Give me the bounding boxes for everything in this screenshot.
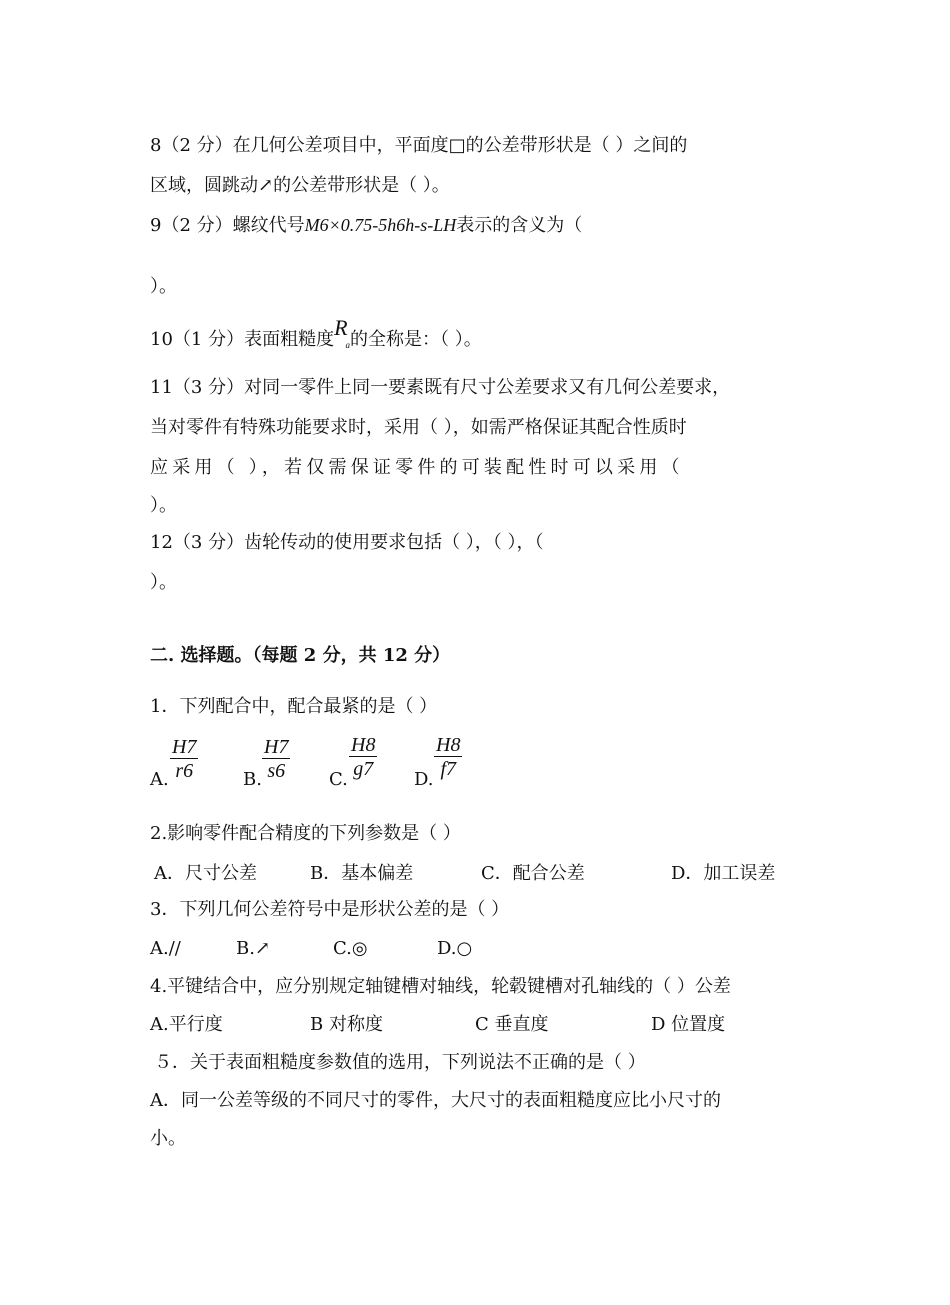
q5-option-a-line1: A．同一公差等级的不同尺寸的零件，大尺寸的表面粗糙度应比小尺寸的 <box>150 1090 721 1111</box>
q3-option-a: A.// <box>150 938 181 959</box>
q8-line1: 8（2 分）在几何公差项目中，平面度□的公差带形状是（ ）之间的 <box>150 135 688 156</box>
fraction-numerator: H7 <box>172 736 197 758</box>
roughness-symbol: R <box>334 315 348 340</box>
fraction-numerator: H8 <box>351 734 376 756</box>
q10-line <box>150 315 482 354</box>
q9-suffix: 表示的含义为（ <box>456 215 583 236</box>
q4-option-b: B 对称度 <box>310 1014 383 1035</box>
q9-close: ）。 <box>150 276 177 297</box>
q12-line2: ）。 <box>150 572 177 593</box>
q10-suffix: 的全称是：（ ）。 <box>350 329 482 350</box>
q12-line1: 12（3 分）齿轮传动的使用要求包括（ ），（ ），（ <box>150 532 544 553</box>
section2-heading: 二. 选择题。（每题 2 分，共 12 分） <box>150 645 451 666</box>
q9-line1 <box>150 213 582 238</box>
q3-option-d: D.○ <box>437 938 473 959</box>
q1-option-c-letter: C. <box>329 769 348 790</box>
q11-line1: 11（3 分）对同一零件上同一要素既有尺寸公差要求又有几何公差要求， <box>150 377 731 398</box>
q10-prefix: 10（1 分）表面粗糙度 <box>150 329 335 350</box>
q3-option-b: B.↗ <box>236 938 271 959</box>
fraction-denominator: s6 <box>267 760 286 782</box>
q11-line4: ）。 <box>150 495 177 516</box>
q8-line2: 区域，圆跳动↗的公差带形状是（ ）。 <box>150 175 450 196</box>
q3-stem: 3．下列几何公差符号中是形状公差的是（ ） <box>150 899 510 920</box>
q4-stem: 4.平键结合中，应分别规定轴键槽对轴线，轮毂键槽对孔轴线的（ ）公差 <box>150 976 731 997</box>
q1-option-a-fraction <box>170 736 198 783</box>
q3-option-c: C.◎ <box>333 938 368 959</box>
q9-prefix: 9（2 分）螺纹代号 <box>150 215 305 236</box>
q1-option-b-letter: B. <box>243 769 262 790</box>
q4-option-d: D 位置度 <box>651 1014 726 1035</box>
q2-option-a: A．尺寸公差 <box>154 863 257 884</box>
q1-stem: 1．下列配合中，配合最紧的是（ ） <box>150 696 438 717</box>
q2-stem: 2.影响零件配合精度的下列参数是（ ） <box>150 823 461 844</box>
q4-option-c: C 垂直度 <box>475 1014 549 1035</box>
q4-option-a: A.平行度 <box>150 1014 223 1035</box>
q2-option-d: D．加工误差 <box>671 863 776 884</box>
q1-option-c-fraction <box>349 734 377 781</box>
fraction-denominator: r6 <box>175 760 194 782</box>
q11-line3: 应采用（ ），若仅需保证零件的可装配性时可以采用（ <box>150 457 684 478</box>
q5-stem: ５．关于表面粗糙度参数值的选用，下列说法不正确的是（ ） <box>154 1052 646 1073</box>
q2-option-b: B．基本偏差 <box>310 863 414 884</box>
fraction-denominator: f7 <box>440 758 456 780</box>
q1-option-d-letter: D. <box>414 769 434 790</box>
fraction-denominator: g7 <box>353 758 374 780</box>
fraction-numerator: H8 <box>436 734 461 756</box>
q1-option-b-fraction <box>262 736 290 783</box>
fraction-numerator: H7 <box>264 736 289 758</box>
q1-option-d-fraction <box>434 734 462 781</box>
q11-line2: 当对零件有特殊功能要求时，采用（ ），如需严格保证其配合性质时 <box>150 417 687 438</box>
q2-option-c: C．配合公差 <box>481 863 585 884</box>
q5-option-a-line2: 小。 <box>150 1128 186 1149</box>
roughness-symbol-subscript: a <box>345 340 351 350</box>
q1-option-a-letter: A. <box>150 769 169 790</box>
q9-thread-code: M6×0.75‐5h6h‐s‐LH <box>304 215 457 235</box>
